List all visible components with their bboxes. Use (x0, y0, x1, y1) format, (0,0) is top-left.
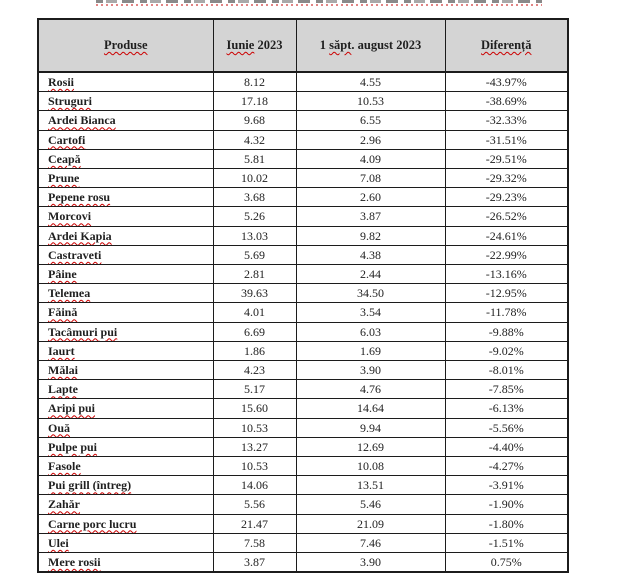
difference-cell: -9.02% (445, 341, 568, 360)
table-body (38, 72, 568, 572)
product-name: Rosii (48, 75, 75, 89)
price-august-cell: 4.76 (296, 380, 445, 399)
product-name: Carne porc lucru (48, 516, 137, 531)
price-august-cell: 6.03 (296, 322, 445, 341)
difference-cell: -4.40% (445, 437, 568, 456)
price-august-cell: 7.08 (296, 169, 445, 188)
price-june-cell: 21.47 (213, 514, 296, 533)
price-comparison-table (37, 18, 569, 573)
difference-cell: -38.69% (445, 92, 568, 111)
column-header-produse (38, 19, 213, 72)
price-august-cell: 7.46 (296, 533, 445, 552)
difference-cell: -32.33% (445, 111, 568, 130)
price-august-cell: 3.54 (296, 303, 445, 322)
difference-cell: -6.13% (445, 399, 568, 418)
price-august-cell: 10.08 (296, 457, 445, 476)
product-cell (38, 226, 213, 245)
cropped-title-fragments (96, 0, 542, 3)
difference-cell: -26.52% (445, 207, 568, 226)
difference-cell: -1.90% (445, 495, 568, 514)
product-cell (38, 418, 213, 437)
product-name: Castraveti (48, 247, 102, 262)
price-august-cell: 10.53 (296, 92, 445, 111)
table-row (38, 169, 568, 188)
product-name: Aripi pui (48, 401, 96, 416)
price-june-cell: 2.81 (213, 265, 296, 284)
product-name: Pui grill (întreg) (48, 478, 132, 493)
header-label-segment: săpt (329, 38, 352, 52)
product-name: Ulei (48, 535, 69, 550)
table-row (38, 130, 568, 149)
price-august-cell: 2.44 (296, 265, 445, 284)
price-august-cell: 9.94 (296, 418, 445, 437)
product-name: Cartofi (48, 132, 86, 147)
product-cell (38, 303, 213, 322)
price-june-cell: 10.53 (213, 457, 296, 476)
table-row (38, 514, 568, 533)
price-august-cell: 9.82 (296, 226, 445, 245)
difference-cell: -9.88% (445, 322, 568, 341)
table-row (38, 533, 568, 552)
product-name: Ouă (48, 420, 71, 435)
price-august-cell: 3.90 (296, 361, 445, 380)
price-august-cell: 3.90 (296, 553, 445, 573)
product-cell (38, 341, 213, 360)
price-june-cell: 1.86 (213, 341, 296, 360)
difference-cell: 0.75% (445, 553, 568, 573)
price-june-cell: 4.01 (213, 303, 296, 322)
table-row (38, 188, 568, 207)
table-row (38, 380, 568, 399)
price-august-cell: 2.60 (296, 188, 445, 207)
product-cell (38, 399, 213, 418)
price-august-cell: 6.55 (296, 111, 445, 130)
price-june-cell: 5.17 (213, 380, 296, 399)
header-label-segment: 1 (319, 38, 330, 52)
product-cell (38, 188, 213, 207)
price-june-cell: 5.69 (213, 245, 296, 264)
price-august-cell: 1.69 (296, 341, 445, 360)
difference-cell: -7.85% (445, 380, 568, 399)
price-june-cell: 15.60 (213, 399, 296, 418)
table-row (38, 265, 568, 284)
product-name: Lapte (48, 382, 78, 397)
price-august-cell: 21.09 (296, 514, 445, 533)
difference-cell: -22.99% (445, 245, 568, 264)
table-row (38, 476, 568, 495)
price-june-cell: 5.81 (213, 149, 296, 168)
product-cell (38, 361, 213, 380)
price-june-cell: 9.68 (213, 111, 296, 130)
product-cell (38, 130, 213, 149)
product-cell (38, 553, 213, 573)
product-cell (38, 72, 213, 92)
header-label-segment: . august 2023 (351, 38, 422, 52)
table-row (38, 399, 568, 418)
difference-cell: -1.80% (445, 514, 568, 533)
header-label-segment: 2023 (254, 38, 283, 52)
price-june-cell: 4.32 (213, 130, 296, 149)
product-name: Fasole (48, 459, 81, 474)
product-name: Pepene rosu (48, 190, 111, 205)
table-row (38, 207, 568, 226)
product-name: Pulpe pui (48, 439, 98, 454)
difference-cell: -12.95% (445, 284, 568, 303)
table-row (38, 92, 568, 111)
table-row (38, 322, 568, 341)
price-june-cell: 3.87 (213, 553, 296, 573)
product-name: Mere rosii (48, 555, 101, 570)
price-june-cell: 7.58 (213, 533, 296, 552)
table-row (38, 457, 568, 476)
difference-cell: -43.97% (445, 72, 568, 92)
difference-cell: -4.27% (445, 457, 568, 476)
price-august-cell: 4.09 (296, 149, 445, 168)
price-june-cell: 13.27 (213, 437, 296, 456)
product-cell (38, 437, 213, 456)
price-june-cell: 17.18 (213, 92, 296, 111)
product-cell (38, 265, 213, 284)
price-june-cell: 13.03 (213, 226, 296, 245)
table-row (38, 284, 568, 303)
price-june-cell: 5.26 (213, 207, 296, 226)
product-name: Telemea (48, 286, 91, 301)
table-row (38, 495, 568, 514)
product-name: Ardei Kapia (48, 228, 112, 243)
price-august-cell: 34.50 (296, 284, 445, 303)
price-august-cell: 13.51 (296, 476, 445, 495)
price-august-cell: 4.38 (296, 245, 445, 264)
product-cell (38, 533, 213, 552)
price-june-cell: 5.56 (213, 495, 296, 514)
table-row (38, 226, 568, 245)
price-august-cell: 12.69 (296, 437, 445, 456)
price-june-cell: 6.69 (213, 322, 296, 341)
difference-cell: -1.51% (445, 533, 568, 552)
table-row (38, 437, 568, 456)
table-row (38, 553, 568, 573)
table-row (38, 303, 568, 322)
price-june-cell: 4.23 (213, 361, 296, 380)
product-name: Ardei Bianca (48, 113, 116, 128)
column-header-diferenta (445, 19, 568, 72)
product-name: Struguri (48, 94, 93, 109)
price-august-cell: 14.64 (296, 399, 445, 418)
table-row (38, 245, 568, 264)
product-name: Iaurt (48, 343, 75, 358)
product-name: Pâine (48, 267, 77, 282)
product-name: Tacâmuri pui (48, 324, 118, 339)
price-august-cell: 5.46 (296, 495, 445, 514)
table-row (38, 111, 568, 130)
product-cell (38, 476, 213, 495)
difference-cell: -11.78% (445, 303, 568, 322)
header-row (38, 19, 568, 72)
product-cell (38, 149, 213, 168)
price-august-cell: 4.55 (296, 72, 445, 92)
product-cell (38, 284, 213, 303)
product-name: Zahăr (48, 497, 81, 512)
product-name: Prune (48, 171, 80, 186)
difference-cell: -3.91% (445, 476, 568, 495)
price-june-cell: 8.12 (213, 72, 296, 92)
column-header-iunie-2023 (213, 19, 296, 72)
price-june-cell: 39.63 (213, 284, 296, 303)
product-name: Făină (48, 305, 78, 320)
table-row (38, 72, 568, 92)
price-june-cell: 10.02 (213, 169, 296, 188)
header-label-segment: Produse (103, 38, 148, 52)
product-name: Mălai (48, 363, 78, 378)
price-june-cell: 14.06 (213, 476, 296, 495)
header-label-segment: Diferență (481, 38, 532, 52)
difference-cell: -29.23% (445, 188, 568, 207)
price-june-cell: 10.53 (213, 418, 296, 437)
header-label-segment: Iunie (226, 38, 255, 52)
product-cell (38, 207, 213, 226)
product-cell (38, 111, 213, 130)
difference-cell: -29.51% (445, 149, 568, 168)
table-row (38, 149, 568, 168)
product-cell (38, 169, 213, 188)
difference-cell: -29.32% (445, 169, 568, 188)
difference-cell: -5.56% (445, 418, 568, 437)
table-row (38, 418, 568, 437)
product-cell (38, 322, 213, 341)
product-cell (38, 514, 213, 533)
cropped-title-text (96, 0, 542, 6)
table-row (38, 361, 568, 380)
difference-cell: -13.16% (445, 265, 568, 284)
product-name: Morcovi (48, 209, 92, 224)
difference-cell: -31.51% (445, 130, 568, 149)
product-cell (38, 92, 213, 111)
price-june-cell: 3.68 (213, 188, 296, 207)
difference-cell: -24.61% (445, 226, 568, 245)
price-august-cell: 3.87 (296, 207, 445, 226)
product-name: Ceapă (48, 151, 81, 166)
table-row (38, 341, 568, 360)
price-august-cell: 2.96 (296, 130, 445, 149)
cropped-title-spellcheck-underline (96, 4, 542, 6)
product-cell (38, 495, 213, 514)
product-cell (38, 245, 213, 264)
column-header-1-sapt-august-2023 (296, 19, 445, 72)
product-cell (38, 380, 213, 399)
difference-cell: -8.01% (445, 361, 568, 380)
product-cell (38, 457, 213, 476)
